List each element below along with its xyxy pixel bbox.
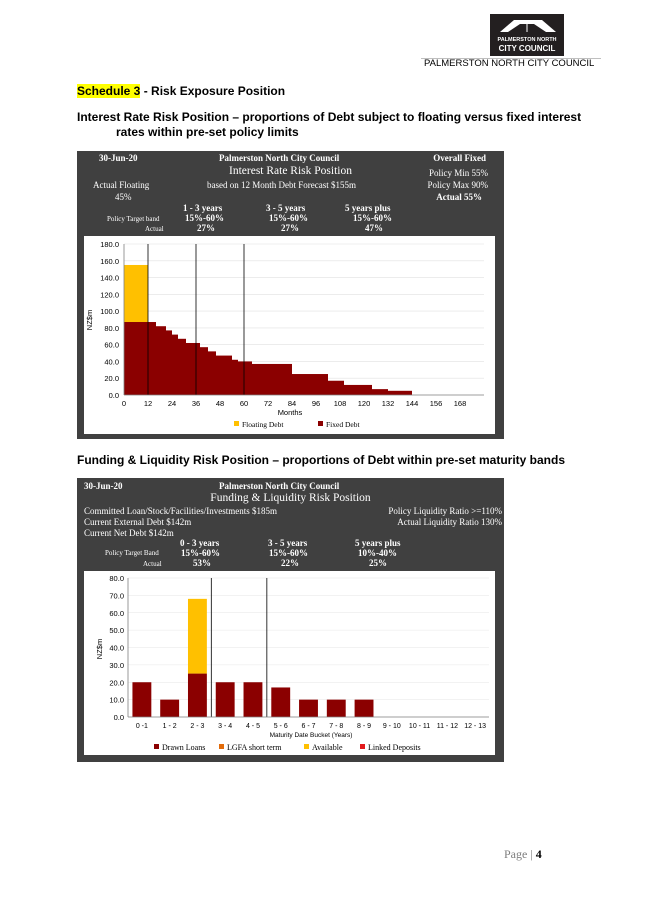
irr-ylabel: NZ$m (85, 309, 94, 331)
legend-label-floating: Floating Debt (242, 420, 284, 429)
flr-ytick-label: 10.0 (109, 695, 124, 705)
flr-bar-drawn-loans (299, 700, 318, 717)
irr-ytick-label: 0.0 (108, 391, 119, 400)
flr-xtick-label: 4 - 5 (245, 723, 260, 730)
irr-xtick-label: 168 (453, 399, 467, 408)
flr-line-2: Current External Debt $142m (84, 517, 192, 527)
fixed-debt-step (216, 356, 232, 395)
schedule-title (77, 84, 285, 98)
irr-xtick-label: 60 (239, 399, 249, 408)
fixed-debt-step (156, 326, 166, 395)
irr-actual-floating-label: Actual Floating (93, 180, 150, 190)
flr-actual-3: 25% (369, 558, 387, 568)
irr-ytick-label: 140.0 (100, 273, 119, 283)
flr-ytick-label: 50.0 (109, 626, 124, 636)
flr-xlabel: Maturity Date Bucket (Years) (269, 732, 353, 739)
irr-xtick-label: 24 (167, 399, 177, 408)
legend-swatch-linked (360, 744, 365, 749)
page-label: Page | (504, 847, 536, 861)
legend-label-drawn: Drawn Loans (162, 743, 206, 752)
flr-title: Funding & Liquidity Risk Position (210, 492, 371, 504)
irr-xtick-label: 36 (191, 399, 201, 408)
flr-ytick-label: 70.0 (109, 591, 124, 601)
logo-graphic (490, 14, 564, 56)
fixed-debt-step (208, 351, 216, 395)
irr-xtick-label: 12 (143, 399, 153, 408)
irr-heading (77, 110, 600, 140)
flr-xtick-label: 5 - 6 (273, 723, 288, 730)
flr-actual-2: 22% (281, 558, 299, 568)
flr-line-3: Current Net Debt $142m (84, 528, 174, 538)
fixed-debt-step (238, 361, 252, 395)
fixed-debt-step (328, 381, 344, 395)
fixed-debt-step (232, 360, 238, 395)
logo-line-2: CITY COUNCIL (498, 44, 556, 53)
irr-band-3: 5 years plus (345, 203, 391, 213)
irr-ytick-label: 60.0 (104, 340, 119, 350)
flr-bar-drawn-loans (271, 687, 290, 717)
flr-ytick-label: 40.0 (109, 643, 124, 653)
irr-policy-min: Policy Min 55% (428, 168, 488, 178)
legend-swatch-lgfa (219, 744, 224, 749)
flr-chart (84, 571, 495, 755)
legend-label-available: Available (312, 743, 343, 752)
irr-xtick-label: 72 (263, 399, 273, 408)
legend-swatch-fixed (318, 421, 323, 426)
irr-xtick-label: 0 (121, 399, 127, 408)
flr-band-3: 5 years plus (355, 538, 401, 548)
flr-chart-area (84, 571, 495, 755)
irr-heading-line2: rates within pre-set policy limits (116, 125, 299, 139)
schedule-highlight: Schedule 3 (77, 84, 141, 98)
header-org-name: PALMERSTON NORTH CITY COUNCIL (424, 58, 595, 69)
irr-panel (77, 151, 504, 439)
irr-xtick-label: 48 (215, 399, 225, 408)
flr-bar-drawn-loans (160, 700, 179, 717)
irr-policy-max: Policy Max 90% (427, 180, 488, 190)
irr-xtick-label: 144 (405, 399, 419, 408)
irr-actual-floating-value: 45% (115, 192, 132, 202)
fixed-debt-step (388, 391, 412, 395)
flr-bar-drawn-loans (132, 682, 151, 717)
irr-xtick-label: 156 (429, 399, 443, 408)
flr-band-2: 3 - 5 years (268, 538, 308, 548)
flr-xtick-label: 3 - 4 (218, 723, 233, 730)
irr-xtick-label: 84 (287, 399, 297, 408)
flr-panel (77, 478, 504, 762)
legend-label-linked: Linked Deposits (368, 743, 421, 752)
flr-bar-available (188, 599, 207, 674)
irr-ytick-label: 100.0 (100, 307, 119, 317)
irr-title: Interest Rate Risk Position (229, 165, 352, 177)
council-logo (490, 14, 564, 56)
flr-policy-1: 15%-60% (181, 548, 220, 558)
schedule-title-rest: - Risk Exposure Position (140, 84, 286, 98)
legend-label-lgfa: LGFA short term (227, 743, 282, 752)
logo-line-1: PALMERSTON NORTH (497, 37, 557, 43)
flr-ytick-label: 20.0 (109, 678, 124, 688)
flr-ytick-label: 0.0 (113, 713, 124, 722)
irr-subtitle: based on 12 Month Debt Forecast $155m (207, 180, 356, 190)
irr-policy-label: Policy Target band (107, 215, 160, 223)
irr-ytick-label: 40.0 (104, 357, 119, 367)
irr-overall-fixed: Overall Fixed (433, 153, 486, 163)
irr-xtick-label: 132 (381, 399, 395, 408)
irr-chart-area (84, 236, 495, 434)
flr-heading: Funding & Liquidity Risk Position – proportions of Debt within pre-set maturity bands (77, 453, 566, 467)
flr-xtick-label: 0 -1 (135, 723, 148, 730)
flr-xtick-label: 11 - 12 (436, 723, 458, 730)
irr-chart (84, 236, 495, 434)
flr-bar-drawn-loans (188, 674, 207, 717)
flr-xtick-label: 7 - 8 (329, 723, 344, 730)
flr-xtick-label: 12 - 13 (464, 723, 487, 730)
irr-actual-3: 47% (365, 223, 383, 233)
irr-ytick-label: 160.0 (100, 256, 119, 266)
flr-policy-label: Policy Target Band (105, 549, 159, 557)
flr-xtick-label: 9 - 10 (382, 723, 401, 730)
irr-policy-2: 15%-60% (269, 213, 308, 223)
irr-actual-2: 27% (281, 223, 299, 233)
page-number: 4 (535, 847, 542, 861)
flr-date: 30-Jun-20 (84, 481, 123, 491)
fixed-debt-step (344, 385, 372, 395)
irr-actual-1: 27% (197, 223, 215, 233)
irr-xlabel: Months (277, 408, 303, 417)
flr-bar-drawn-loans (216, 682, 235, 717)
fixed-debt-step (166, 330, 172, 395)
flr-policy-ratio: Policy Liquidity Ratio >=110% (388, 506, 502, 516)
irr-ytick-label: 180.0 (100, 240, 119, 249)
irr-xtick-label: 120 (357, 399, 371, 408)
flr-actual-1: 53% (193, 558, 211, 568)
irr-policy-1: 15%-60% (185, 213, 224, 223)
irr-ytick-label: 20.0 (104, 374, 119, 384)
irr-org: Palmerston North City Council (219, 153, 340, 163)
fixed-debt-step (266, 364, 292, 395)
flr-policy-3: 10%-40% (358, 548, 397, 558)
irr-actual-label: Actual (145, 225, 164, 233)
irr-ytick-label: 120.0 (100, 290, 119, 300)
irr-policy-3: 15%-60% (353, 213, 392, 223)
flr-bar-drawn-loans (355, 700, 374, 717)
flr-legend (154, 743, 421, 752)
flr-actual-label: Actual (143, 560, 162, 568)
irr-band-1: 1 - 3 years (183, 203, 223, 213)
irr-actual-fixed: Actual 55% (436, 192, 482, 202)
legend-swatch-available (304, 744, 309, 749)
fixed-debt-step (292, 374, 328, 395)
flr-bar-drawn-loans (327, 700, 346, 717)
irr-heading-line1: Interest Rate Risk Position – proportions of Debt subject to floating versus fixed interest (77, 110, 582, 124)
fixed-debt-step (252, 364, 266, 395)
fixed-debt-step (372, 389, 388, 395)
flr-bar-drawn-loans (244, 682, 263, 717)
page-footer (504, 847, 542, 862)
legend-label-fixed: Fixed Debt (326, 420, 360, 429)
irr-date: 30-Jun-20 (99, 153, 138, 163)
flr-line-1: Committed Loan/Stock/Facilities/Investments $185m (84, 506, 277, 516)
flr-xtick-label: 10 - 11 (408, 723, 431, 730)
fixed-debt-step (124, 322, 156, 395)
flr-ylabel: NZ$m (95, 638, 104, 660)
legend-swatch-floating (234, 421, 239, 426)
fixed-debt-step (186, 343, 200, 395)
legend-swatch-drawn (154, 744, 159, 749)
flr-xtick-label: 6 - 7 (301, 723, 316, 730)
fixed-debt-step (172, 335, 178, 395)
flr-xtick-label: 8 - 9 (357, 723, 372, 730)
flr-xtick-label: 1 - 2 (162, 723, 177, 730)
fixed-debt-step (200, 347, 208, 395)
irr-legend (234, 420, 360, 429)
flr-xtick-label: 2 - 3 (190, 723, 205, 730)
irr-xtick-label: 96 (311, 399, 321, 408)
fixed-debt-step (178, 339, 186, 395)
flr-org: Palmerston North City Council (219, 481, 340, 491)
flr-ytick-label: 80.0 (109, 574, 124, 583)
flr-ytick-label: 60.0 (109, 608, 124, 618)
flr-actual-ratio: Actual Liquidity Ratio 130% (397, 517, 502, 527)
irr-ytick-label: 80.0 (104, 323, 119, 333)
flr-policy-2: 15%-60% (269, 548, 308, 558)
flr-band-1: 0 - 3 years (180, 538, 220, 548)
flr-ytick-label: 30.0 (109, 660, 124, 670)
irr-band-2: 3 - 5 years (266, 203, 306, 213)
irr-xtick-label: 108 (333, 399, 347, 408)
